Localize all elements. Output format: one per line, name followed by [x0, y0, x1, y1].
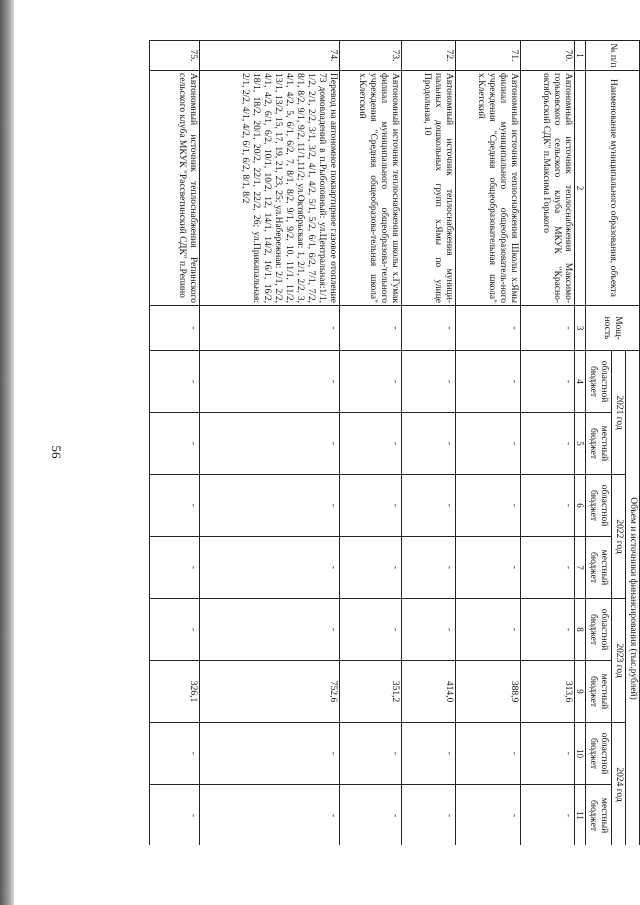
header-local-2023: местный бюджет [586, 661, 612, 723]
local-2022-value: - [199, 537, 339, 599]
regional-2024-value: - [339, 723, 401, 785]
local-2024-value: - [339, 785, 401, 846]
regional-2023-value: - [199, 599, 339, 661]
table-row [520, 41, 574, 846]
page-number: 56 [49, 445, 64, 459]
table-container [100, 40, 640, 845]
capacity-value: - [401, 306, 455, 351]
regional-2021-value: - [149, 351, 199, 413]
regional-2021-value: - [199, 351, 339, 413]
local-2024-value: - [149, 785, 199, 846]
header-regional-2021: областной бюджет [586, 351, 612, 413]
column-number: 2 [574, 71, 585, 306]
header-year-2021: 2021 год [612, 351, 626, 475]
local-2021-value: - [520, 413, 574, 475]
regional-2023-value: - [339, 599, 401, 661]
column-number: 4 [574, 351, 585, 413]
regional-2024-value: - [401, 723, 455, 785]
column-number: 5 [574, 413, 585, 475]
local-2024-value: - [455, 785, 520, 846]
row-number: 72. [401, 41, 455, 71]
regional-2021-value: - [455, 351, 520, 413]
column-number: 6 [574, 475, 585, 537]
regional-2024-value: - [149, 723, 199, 785]
rotated-page-area [100, 40, 640, 845]
regional-2022-value: - [339, 475, 401, 537]
local-2024-value: - [520, 785, 574, 846]
capacity-value: - [520, 306, 574, 351]
header-local-2021: местный бюджет [586, 413, 612, 475]
local-2024-value: - [199, 785, 339, 846]
regional-2024-value: - [199, 723, 339, 785]
local-2022-value: - [520, 537, 574, 599]
header-regional-2023: областной бюджет [586, 599, 612, 661]
header-regional-2024: областной бюджет [586, 723, 612, 785]
header-local-2022: местный бюджет [586, 537, 612, 599]
local-2022-value: - [339, 537, 401, 599]
regional-2022-value: - [199, 475, 339, 537]
row-number: 75. [149, 41, 199, 71]
header-no: № п/п [586, 41, 640, 71]
table-row [339, 41, 401, 846]
regional-2024-value: - [455, 723, 520, 785]
header-object: Наименование муниципального образования, объекта [586, 71, 640, 306]
regional-2022-value: - [520, 475, 574, 537]
header-local-2024: местный бюджет [586, 785, 612, 846]
header-year-2022: 2022 год [612, 475, 626, 599]
local-2023-value: 326,1 [149, 661, 199, 723]
capacity-value: - [455, 306, 520, 351]
regional-2021-value: - [520, 351, 574, 413]
header-capacity: Мощ-ность [586, 306, 640, 351]
header-year-2023: 2023 год [612, 599, 626, 723]
header-year-2024: 2024 год [612, 723, 626, 846]
row-number: 74. [199, 41, 339, 71]
table-row [455, 41, 520, 846]
regional-2022-value: - [455, 475, 520, 537]
object-name: Перевод на автономное поквартирное газовое отопление 73 домовладений в п.Рыболовный: ул.Центральная:1/1, 1/2, 2/1, 2/2, 3/1, 3/2, 4/1, 4/2, 5/1, 5/2, 6/1, 6/2, 7/1, 7/2, 8/1, 8/2, 9/1, 9/2, 11/1,11/2; ул.Октябрьская: 1, 2/1, 2/2, 3, 4/1, 4/2, 5, 6/1, 6/2, 7, 8/1, 8/2, 9/1, 9/2, 10, 11/1, 11/2, 13/1, 13/2, 15, 17, 19, 21, 23, 25; ул.Набережная: 2/1, 2/2, 4/1, 4/2, 6/1, 6/2, 10/1, 10/2, 12, 14/1, 14/2, 16/1, 16/2, 18/1, 18/2, 20/1, 20/2, 22/1, 22/2, 26; ул.Прикапальная: 2/1, 2/2, 4/1, 4/2, 6/1, 6/2, 8/1, 8/2 [199, 71, 339, 306]
local-2021-value: - [149, 413, 199, 475]
header-regional-2022: областной бюджет [586, 475, 612, 537]
regional-2023-value: - [455, 599, 520, 661]
local-2021-value: - [401, 413, 455, 475]
regional-2022-value: - [149, 475, 199, 537]
capacity-value: - [199, 306, 339, 351]
row-number: 71. [455, 41, 520, 71]
local-2022-value: - [149, 537, 199, 599]
regional-2023-value: - [401, 599, 455, 661]
local-2024-value: - [401, 785, 455, 846]
local-2021-value: - [455, 413, 520, 475]
local-2023-value: 313,6 [520, 661, 574, 723]
header-financing: Объем и источники финансирования (тыс.рублей) [626, 351, 640, 846]
scan-edge-shadow [0, 0, 14, 905]
regional-2023-value: - [149, 599, 199, 661]
column-number: 7 [574, 537, 585, 599]
table-row [401, 41, 455, 846]
table-row [199, 41, 339, 846]
local-2022-value: - [401, 537, 455, 599]
capacity-value: - [339, 306, 401, 351]
local-2023-value: 351,2 [339, 661, 401, 723]
column-number: 1 [574, 41, 585, 71]
local-2021-value: - [199, 413, 339, 475]
regional-2024-value: - [520, 723, 574, 785]
table-row [149, 41, 199, 846]
local-2023-value: 752,6 [199, 661, 339, 723]
local-2023-value: 388,9 [455, 661, 520, 723]
local-2021-value: - [339, 413, 401, 475]
regional-2021-value: - [339, 351, 401, 413]
object-name: Автономный источник теплоснабжения Максимо-горьковского сельского клуба МКУК "Красно-октябрьский СДК" п.Максима Горького [520, 71, 574, 306]
capacity-value: - [149, 306, 199, 351]
column-number: 3 [574, 306, 585, 351]
object-name: Автономный источник теплоснабжения муници-пальных дошкольных групп х.Ямы по улице Продольная, 10 [401, 71, 455, 306]
financing-table [149, 40, 640, 845]
object-name: Автономный источник теплоснабжения Репинского сельского клуба МКУК "Рассветинский СДК" п.Репино [149, 71, 199, 306]
object-name: Автономный источник теплоснабжения Школы х.Ямы филиал муниципального общеобразователь-ного учреждения "Средняя общеобразовательная школа" х.Клетский [455, 71, 520, 306]
row-number: 73. [339, 41, 401, 71]
row-number: 70. [520, 41, 574, 71]
object-name: Автономный источник теплоснабжения школы х.Гумак филиал муниципального общеобразова-тельного учреждения "Средняя общеобразова-тельная школа" х.Клетский [339, 71, 401, 306]
regional-2022-value: - [401, 475, 455, 537]
regional-2021-value: - [401, 351, 455, 413]
local-2023-value: 414,0 [401, 661, 455, 723]
column-number: 9 [574, 661, 585, 723]
regional-2023-value: - [520, 599, 574, 661]
column-number: 10 [574, 723, 585, 785]
local-2022-value: - [455, 537, 520, 599]
column-number: 11 [574, 785, 585, 846]
column-number: 8 [574, 599, 585, 661]
